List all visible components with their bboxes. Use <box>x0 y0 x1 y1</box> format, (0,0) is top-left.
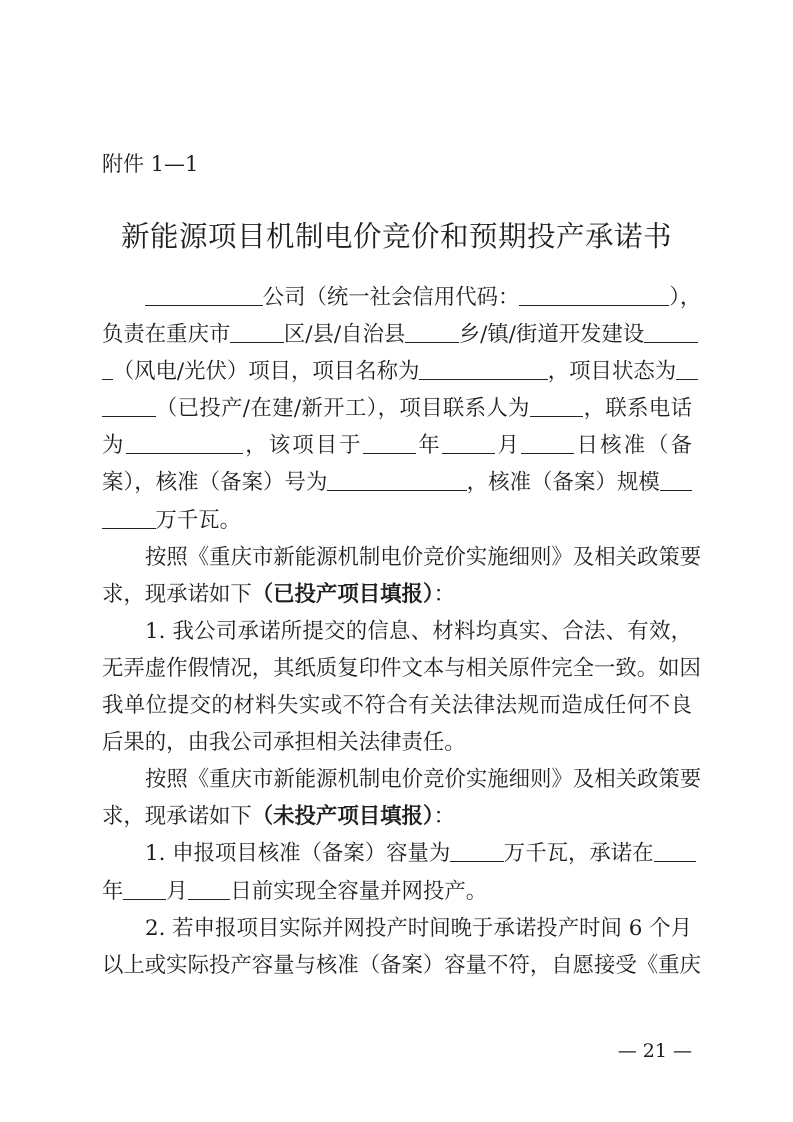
text-segment: 负责在重庆市 <box>102 322 231 348</box>
text-line <box>102 613 692 650</box>
text-segment: （已投产/在建/新开工），项目联系人为 <box>155 396 530 422</box>
fill-in-blank <box>676 357 697 380</box>
text-segment: 乡/镇/街道开发建设 <box>458 322 645 348</box>
text-segment: 区/县/自治县 <box>283 322 406 348</box>
text-line <box>102 464 692 501</box>
text-segment: ： <box>433 804 455 830</box>
text-segment: 以上或实际投产容量与核准（备案）容量不符，自愿接受《重庆 <box>102 952 701 978</box>
fill-in-blank <box>230 320 284 343</box>
fill-in-blank <box>519 283 669 306</box>
text-segment: 求，现承诺如下 <box>102 804 252 830</box>
text-line <box>102 502 692 539</box>
fill-in-blank <box>145 283 263 306</box>
document-body <box>102 279 702 984</box>
text-segment: 日前实现全容量并网投产。 <box>230 878 488 904</box>
attachment-label: 附件 1—1 <box>102 152 199 176</box>
text-segment: 求，现承诺如下 <box>102 581 252 607</box>
text-line <box>102 910 692 947</box>
fill-in-blank <box>530 394 584 417</box>
fill-in-blank <box>102 506 156 529</box>
fill-in-blank <box>123 877 166 900</box>
text-line <box>102 279 702 316</box>
text-segment: 年 <box>102 878 124 904</box>
text-segment: 案），核准（备案）号为 <box>102 470 328 496</box>
document-title: 新能源项目机制电价竞价和预期投产承诺书 <box>120 220 672 253</box>
fill-in-blank <box>419 357 547 380</box>
text-segment: 日核准（备 <box>574 433 692 459</box>
text-line <box>102 576 692 613</box>
text-segment: 万千瓦，承诺在 <box>503 841 654 867</box>
text-segment: 按照《重庆市新能源机制电价竞价实施细则》及相关政策要 <box>145 767 702 793</box>
fill-in-blank <box>450 839 504 862</box>
text-segment: 我单位提交的材料失实或不符合有关法律法规而造成任何不良 <box>102 693 692 719</box>
text-line <box>102 761 702 798</box>
page-number: — 21 — <box>617 1040 692 1062</box>
text-line <box>102 353 692 390</box>
text-line <box>102 798 692 835</box>
text-line <box>102 947 701 984</box>
text-line <box>102 873 692 910</box>
fill-in-blank <box>442 431 496 454</box>
text-line <box>102 724 692 761</box>
text-segment: 1. 申报项目核准（备案）容量为 <box>145 841 451 867</box>
fill-in-blank <box>126 431 244 454</box>
text-segment: 1. 我公司承诺所提交的信息、材料均真实、合法、有效， <box>145 618 692 644</box>
text-segment: 公司（统一社会信用代码： <box>262 285 520 310</box>
fill-in-blank <box>102 394 156 417</box>
bold-text-segment: （未投产项目填报） <box>251 804 434 830</box>
fill-in-blank <box>327 468 466 491</box>
text-segment: ，项目状态为 <box>547 359 677 385</box>
text-segment: 年 <box>416 433 442 459</box>
fill-in-blank <box>363 431 417 454</box>
text-segment: ）， <box>669 285 702 310</box>
text-line <box>102 316 692 353</box>
fill-in-blank <box>660 468 692 491</box>
bold-text-segment: （已投产项目填报） <box>251 581 434 607</box>
text-line <box>102 650 701 687</box>
fill-in-blank <box>102 357 113 380</box>
text-segment: 万千瓦。 <box>155 507 242 533</box>
fill-in-blank <box>654 839 697 862</box>
text-line <box>102 390 692 427</box>
fill-in-blank <box>188 877 231 900</box>
text-segment: ： <box>433 581 455 607</box>
text-segment: 后果的，由我公司承担相关法律责任。 <box>102 730 466 756</box>
text-segment: 月 <box>495 433 521 459</box>
fill-in-blank <box>405 320 459 343</box>
fill-in-blank <box>644 320 698 343</box>
fill-in-blank <box>521 431 575 454</box>
text-segment: ，核准（备案）规模 <box>466 470 660 496</box>
text-segment: 月 <box>166 878 188 904</box>
text-line <box>102 687 692 724</box>
text-segment: ，联系电话 <box>583 396 692 422</box>
text-line <box>102 539 702 576</box>
text-segment: 2. 若申报项目实际并网投产时间晚于承诺投产时间 6 个月 <box>145 915 692 941</box>
text-segment: 按照《重庆市新能源机制电价竞价实施细则》及相关政策要 <box>145 544 702 570</box>
text-segment: 为 <box>102 433 126 459</box>
text-segment: 无弄虚作假情况，其纸质复印件文本与相关原件完全一致。如因 <box>102 655 701 681</box>
text-segment: （风电/光伏）项目，项目名称为 <box>112 359 420 385</box>
text-line <box>102 427 692 464</box>
text-line <box>102 835 692 872</box>
text-segment: ，该项目于 <box>243 433 363 459</box>
